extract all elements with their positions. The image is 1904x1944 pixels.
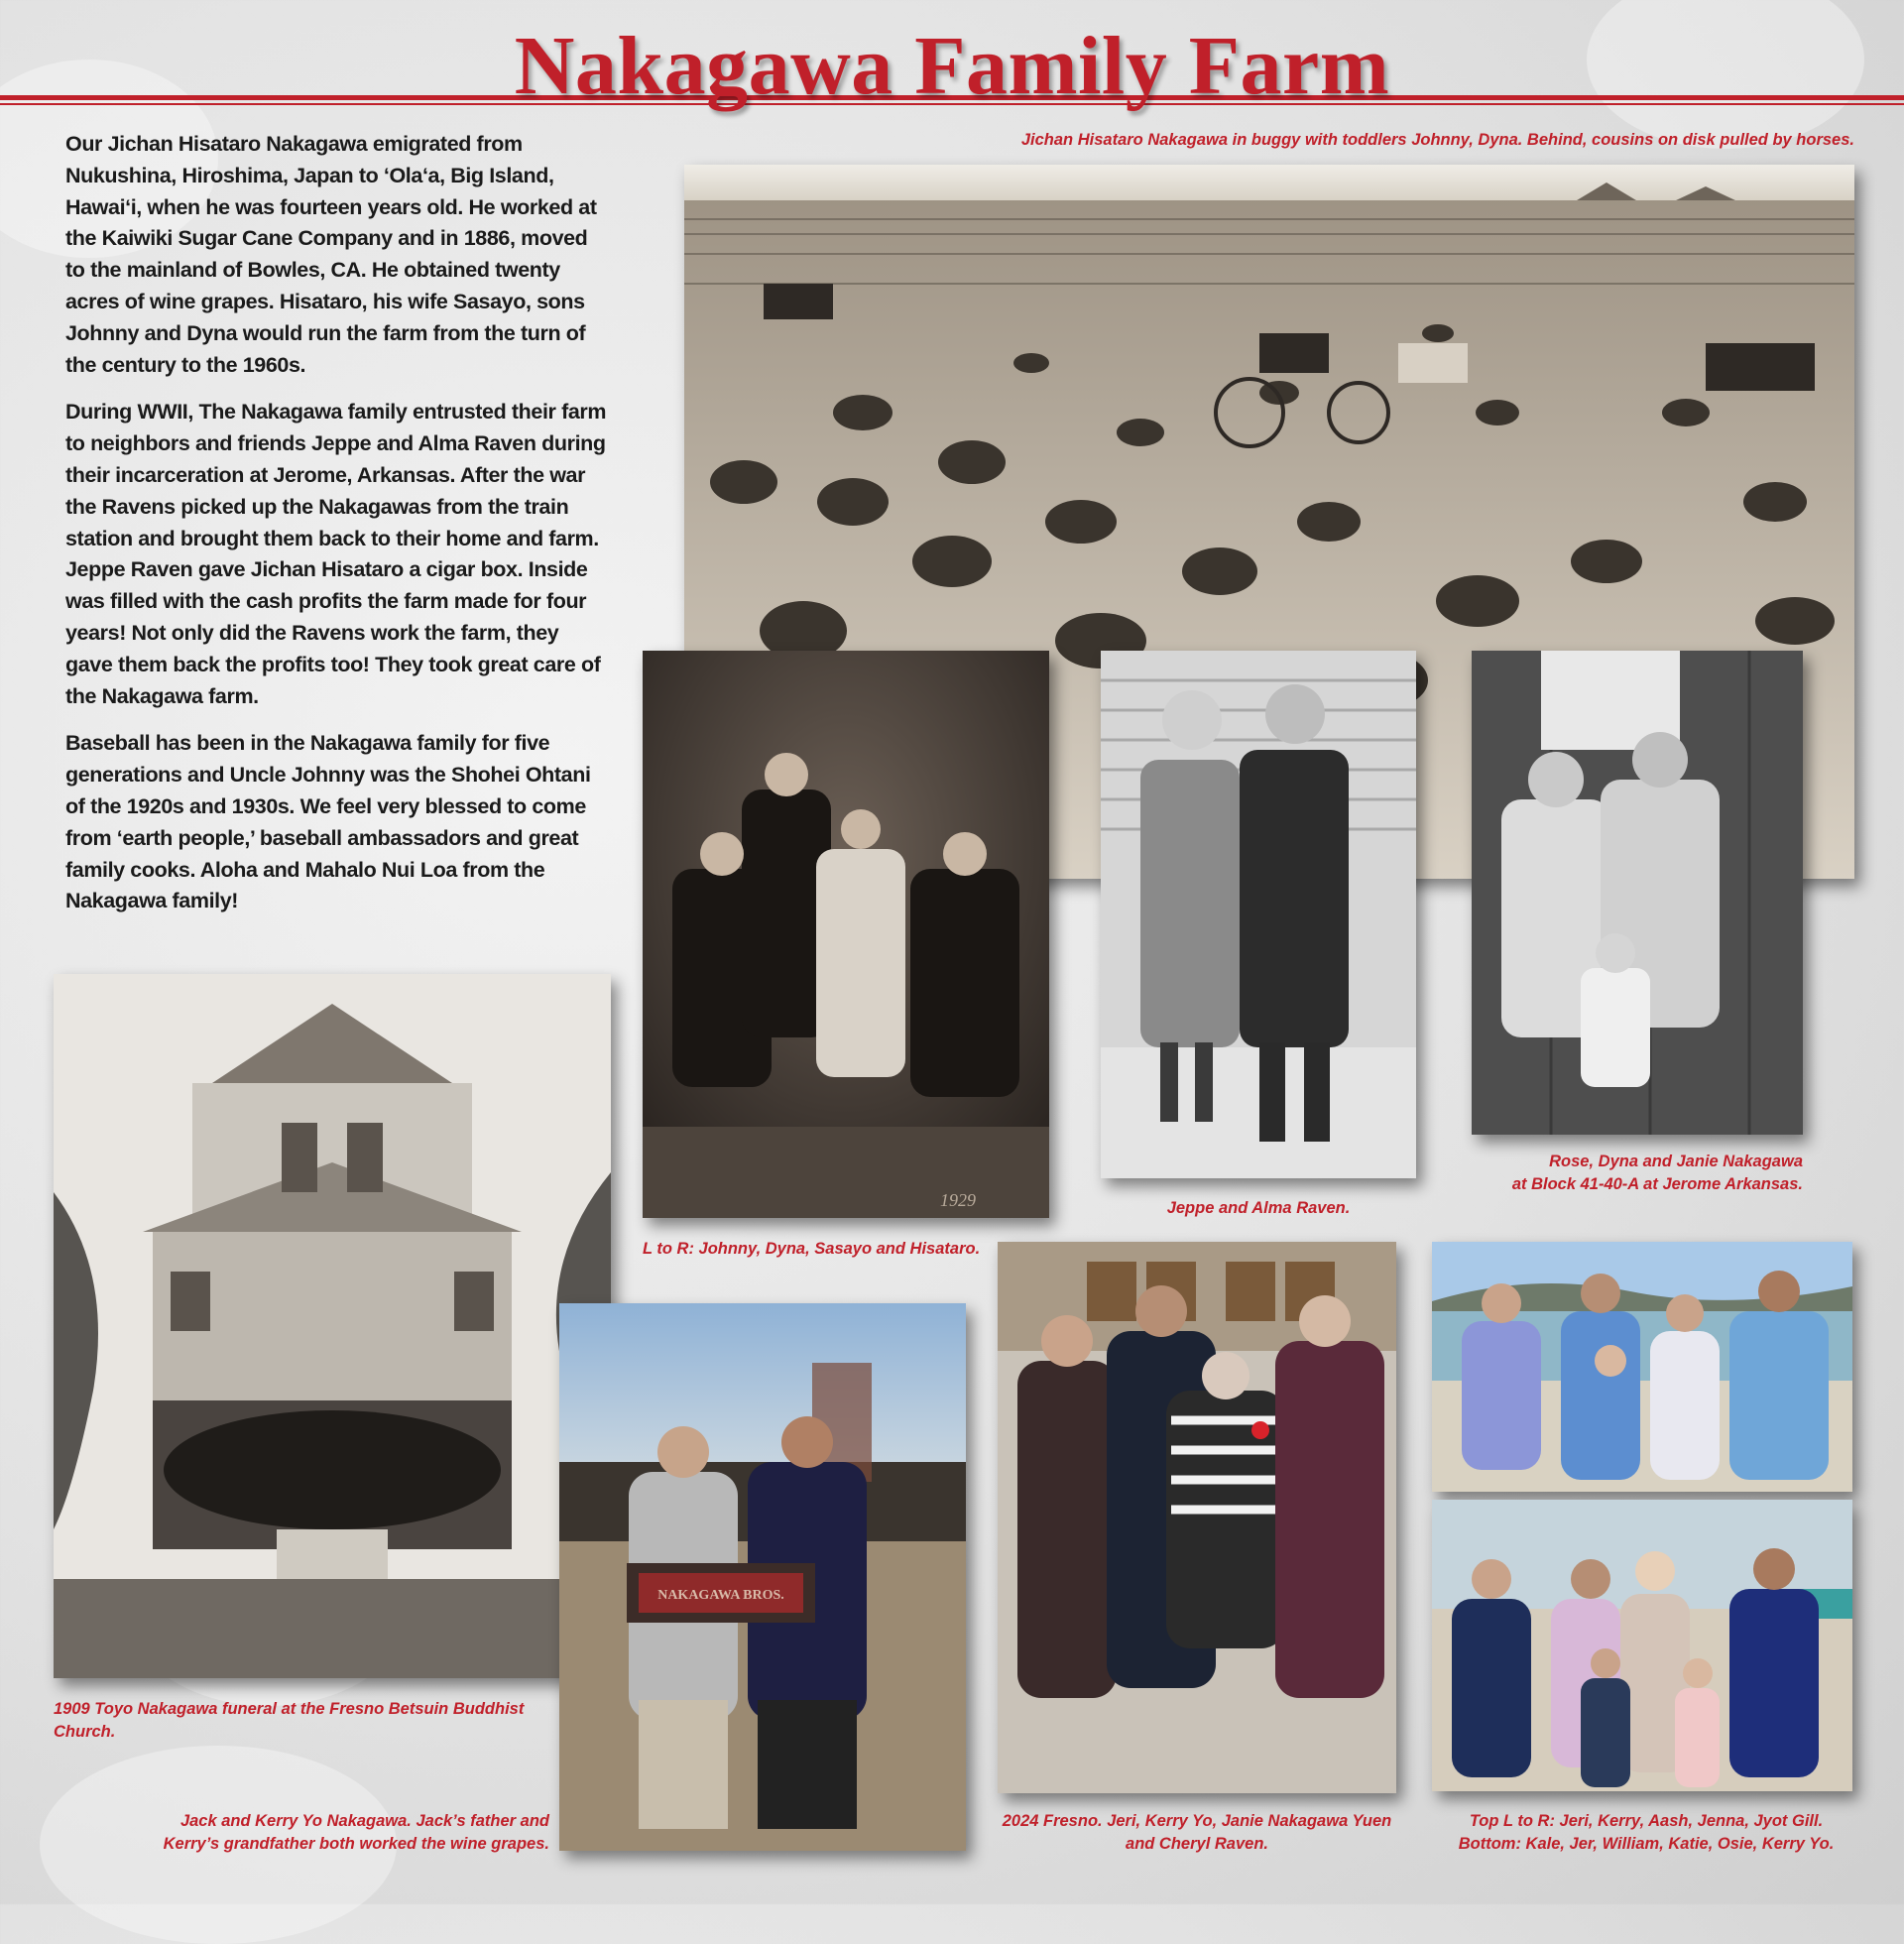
paragraph-emigration: Our Jichan Hisataro Nakagawa emigrated from Nukushina, Hiroshima, Japan to ‘Ola‘a, Big Island, Hawai‘i, when he was fourteen years old. He worked at the Kaiwiki Sugar Cane Company and in 1886, moved to the mainland of Bowles, CA. He obtained twenty acres of wine grapes. Hisataro, his wife Sasayo, sons Johnny and Dyna would run the farm from the turn of the century to the 1960s. [65, 132, 597, 377]
fresno-2024-caption [982, 1810, 1412, 1856]
sign-caption-line1: Jack and Kerry Yo Nakagawa. Jack’s father and [179, 1812, 549, 1830]
sign-text: NAKAGAWA BROS. [657, 1588, 784, 1603]
jerome-caption [1428, 1151, 1803, 1196]
funeral-caption: 1909 Toyo Nakagawa funeral at the Fresno Betsuin Buddhist Church. [54, 1700, 525, 1741]
beach-photo-bottom [1432, 1500, 1852, 1791]
jerome-caption-line1: Rose, Dyna and Janie Nakagawa [1549, 1153, 1803, 1170]
portrait-year-mark: 1929 [940, 1190, 976, 1210]
fresno-2024-photo [998, 1242, 1396, 1793]
beach-photo-top [1432, 1242, 1852, 1492]
vineyard-caption: Jichan Hisataro Nakagawa in buggy with toddlers Johnny, Dyna. Behind, cousins on disk pulled by horses. [1020, 131, 1854, 149]
story-text [65, 129, 611, 933]
beach-caption-line2: Bottom: Kale, Jer, William, Katie, Osie, Kerry Yo. [1458, 1835, 1835, 1853]
fresno-caption-line2: and Cheryl Raven. [1126, 1835, 1268, 1853]
portrait-caption: L to R: Johnny, Dyna, Sasayo and Hisataro. [643, 1240, 981, 1258]
beach-caption [1428, 1810, 1864, 1856]
ravens-caption: Jeppe and Alma Raven. [1166, 1199, 1351, 1217]
fresno-caption-line1: 2024 Fresno. Jeri, Kerry Yo, Janie Nakagawa Yuen [1002, 1812, 1392, 1830]
ravens-photo [1101, 651, 1416, 1178]
sign-caption [54, 1810, 549, 1856]
sign-caption-line2: Kerry’s grandfather both worked the wine grapes. [163, 1835, 549, 1853]
family-portrait-photo [643, 651, 1049, 1218]
page-title: Nakagawa Family Farm [514, 20, 1390, 112]
sign-photo [559, 1303, 966, 1851]
paragraph-wwii: During WWII, The Nakagawa family entrusted their farm to neighbors and friends Jeppe and Alma Raven during their incarceration at Jerome, Arkansas. After the war the Ravens picked up the Nakagawas from the train station and brought them back to their home and farm. Jeppe Raven gave Jichan Hisataro a cigar box. Inside was filled with the cash profits the farm made for four years! Not only did the Ravens work the farm, they gave them back the profits too! They took great care of the Nakagawa farm. [65, 400, 607, 708]
beach-caption-line1: Top L to R: Jeri, Kerry, Aash, Jenna, Jyot Gill. [1469, 1812, 1824, 1830]
jerome-photo [1472, 651, 1803, 1135]
funeral-photo [54, 974, 611, 1678]
paragraph-baseball: Baseball has been in the Nakagawa family for five generations and Uncle Johnny was the Shohei Ohtani of the 1920s and 1930s. We feel very blessed to come from ‘earth people,’ baseball ambassadors and great family cooks. Aloha and Mahalo Nui Loa from the Nakagawa family! [65, 731, 591, 913]
jerome-caption-line2: at Block 41-40-A at Jerome Arkansas. [1511, 1175, 1803, 1193]
